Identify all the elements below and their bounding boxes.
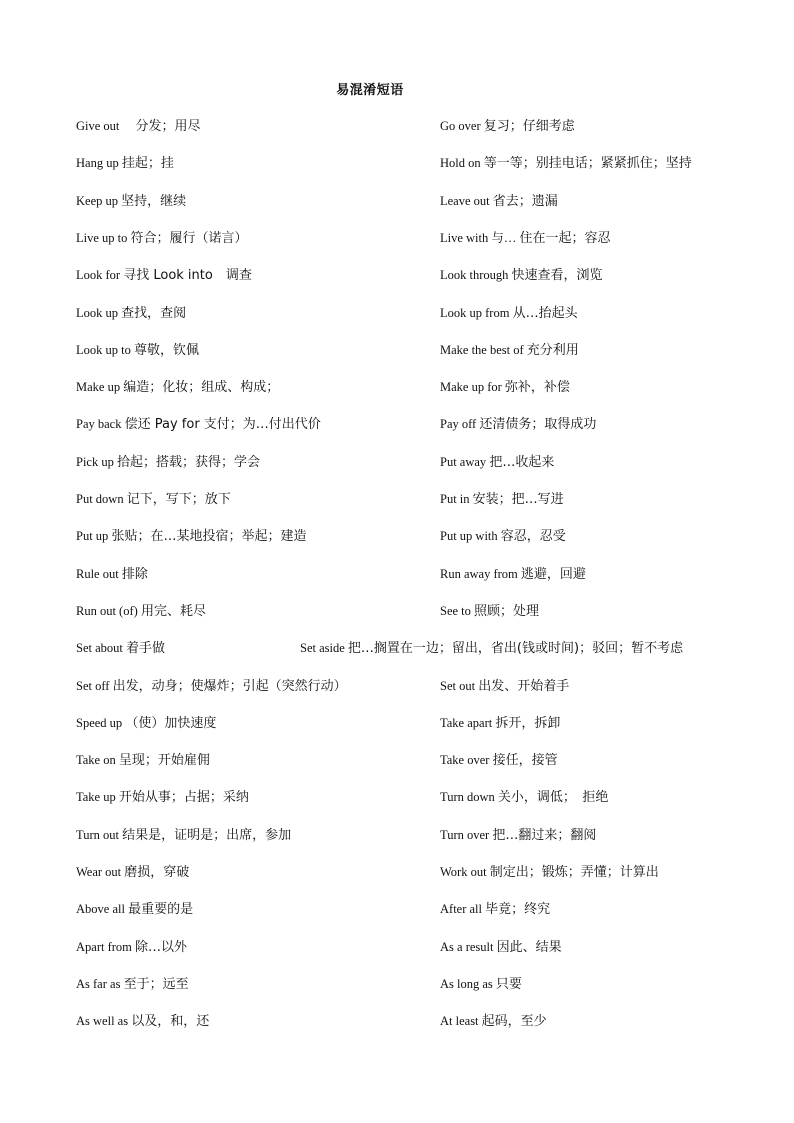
phrase-left [76, 937, 187, 958]
phrase-row [0, 899, 794, 919]
phrase-left [76, 452, 260, 473]
phrase-chinese: 记下，写下；放下 [126, 492, 231, 507]
phrase-english: Take apart [440, 715, 496, 730]
phrase-left [76, 116, 201, 137]
phrase-left [76, 414, 321, 435]
phrase-left [76, 1011, 209, 1032]
phrase-english: Live up to [76, 230, 131, 245]
phrase-english: Keep up [76, 193, 122, 208]
phrase-right [440, 303, 578, 324]
phrase-right [440, 377, 570, 398]
phrase-right [440, 787, 608, 808]
phrase-left [76, 564, 148, 585]
phrase-english: Take on [76, 753, 119, 768]
phrase-row [0, 265, 794, 285]
phrase-row [0, 676, 794, 696]
phrase-chinese: 除…以外 [135, 939, 188, 955]
phrase-english: Pay off [440, 417, 480, 432]
phrase-chinese: 尊敬，钦佩 [133, 342, 199, 358]
phrase-english: Put in [440, 492, 473, 506]
phrase-right [440, 228, 611, 249]
phrase-english: Give out [76, 119, 123, 133]
phrase-english: As a result [440, 939, 497, 954]
phrase-chinese: 以及，和，还 [131, 1014, 210, 1030]
phrase-row [0, 414, 794, 434]
phrase-chinese: 把…收起来 [489, 454, 555, 470]
phrase-english: After all [440, 902, 486, 917]
phrase-row [0, 340, 794, 360]
phrase-english: Put away [440, 454, 490, 469]
phrase-right [440, 116, 575, 137]
phrase-row [0, 377, 794, 397]
phrase-chinese: 着手做 [126, 641, 166, 657]
phrase-english: Pick up [76, 454, 117, 469]
phrase-english: As long as [440, 976, 496, 991]
phrase-left [76, 526, 306, 547]
phrase-right [440, 713, 560, 734]
phrase-chinese: 至于；远至 [123, 976, 189, 992]
phrase-english: Set about [76, 641, 126, 656]
phrase-left [76, 377, 279, 398]
phrase-chinese: 安装；把…写进 [472, 492, 564, 507]
phrase-chinese: 从…抬起头 [512, 305, 578, 321]
phrase-english: Put up with [440, 529, 501, 544]
phrase-english: Run out (of) [76, 603, 141, 618]
phrase-english: Make up [76, 380, 124, 395]
page-title: 易混淆短语 [336, 83, 404, 98]
phrase-left [76, 974, 189, 995]
phrase-left [76, 191, 186, 212]
phrase-right [440, 601, 539, 622]
phrase-english: Put up [76, 529, 112, 544]
phrase-chinese: 拆开，拆卸 [495, 715, 561, 731]
phrase-english: Work out [440, 865, 490, 879]
phrase-chinese: 符合；履行（诺言） [130, 230, 248, 246]
phrase-left [76, 899, 193, 920]
phrase-chinese: 因此、结果 [496, 939, 562, 955]
phrase-row [0, 564, 794, 584]
phrase-chinese: 张贴；在…某地投宿；举起；建造 [111, 529, 307, 545]
phrase-row [0, 1011, 794, 1031]
phrase-right [440, 526, 566, 547]
phrase-chinese: 起码，至少 [481, 1014, 547, 1030]
phrase-english: Rule out [76, 566, 122, 581]
phrase-row [0, 228, 794, 248]
phrase-english: Speed up [76, 715, 126, 730]
phrase-chinese: 出发，动身；使爆炸；引起（突然行动） [112, 678, 347, 694]
phrase-left [76, 787, 249, 808]
phrase-chinese: 磨损，穿破 [124, 865, 190, 880]
phrase-chinese: （使）加快速度 [125, 715, 217, 731]
phrase-english: Take up [76, 790, 119, 805]
phrase-chinese: 开始从事；占据；采纳 [118, 790, 249, 806]
phrase-english: Look for [76, 268, 124, 283]
phrase-right [440, 452, 554, 473]
phrase-row [0, 153, 794, 173]
phrase-chinese: 接任，接管 [492, 753, 558, 769]
phrase-english: Pay back [76, 417, 125, 432]
phrase-chinese: 挂起；挂 [121, 156, 174, 172]
phrase-chinese: 偿还 Pay for 支付；为…付出代价 [124, 417, 321, 433]
phrase-right [440, 564, 586, 585]
phrase-left [76, 340, 199, 361]
phrase-right [440, 414, 596, 435]
phrase-english: Look up to [76, 342, 134, 357]
phrase-row [0, 191, 794, 211]
phrase-left [76, 228, 248, 249]
phrase-english: Look up [76, 305, 122, 320]
phrase-chinese: 省去；遗漏 [492, 193, 558, 209]
phrase-row [0, 526, 794, 546]
phrase-english: Look through [440, 268, 512, 283]
phrase-row [0, 601, 794, 621]
phrase-right [440, 340, 579, 361]
phrase-chinese: 只要 [495, 976, 522, 992]
phrase-english: Set out [440, 678, 479, 693]
phrase-chinese: 拾起；搭载；获得；学会 [116, 454, 260, 470]
phrase-chinese: 用完、耗尽 [140, 603, 206, 619]
phrase-left [76, 601, 206, 622]
phrase-row [0, 750, 794, 770]
phrase-chinese: 制定出；锻炼；弄懂；计算出 [489, 865, 659, 880]
phrase-english: Run away from [440, 566, 521, 581]
phrase-left [76, 713, 216, 734]
phrase-chinese: 最重要的是 [128, 902, 194, 918]
phrase-right [440, 1011, 547, 1032]
phrase-english: Live with 与… [440, 230, 520, 245]
phrase-chinese: 坚持，继续 [121, 193, 187, 209]
phrase-right [440, 937, 562, 958]
phrase-row [0, 787, 794, 807]
phrase-row [0, 452, 794, 472]
phrase-chinese: 复习；仔细考虑 [483, 119, 575, 134]
phrase-chinese: 等一等；别挂电话；紧紧抓住；坚持 [483, 156, 692, 172]
phrase-row [0, 825, 794, 845]
phrase-english: Turn over [440, 827, 493, 842]
phrase-right [440, 265, 603, 286]
phrase-left [76, 638, 165, 659]
phrase-right [440, 153, 692, 174]
phrase-row [0, 862, 794, 882]
phrase-english: Go over [440, 119, 484, 133]
phrase-right [440, 750, 558, 771]
phrase-left [76, 489, 231, 510]
phrase-english: Set aside [300, 641, 348, 656]
phrase-english: Take over [440, 753, 493, 768]
phrase-left [76, 750, 210, 771]
phrase-chinese: 把…翻过来；翻阅 [492, 827, 597, 843]
phrase-english: Put down [76, 492, 127, 506]
phrase-chinese: 呈现；开始雇佣 [118, 753, 210, 769]
phrase-right [440, 899, 550, 920]
phrase-chinese: 快速查看，浏览 [511, 268, 603, 284]
phrase-left [76, 303, 186, 324]
phrase-right [440, 825, 596, 846]
phrase-chinese: 寻找 Look into 调查 [123, 268, 252, 284]
phrase-left [76, 862, 189, 883]
phrase-left [76, 825, 291, 846]
phrase-chinese: 排除 [121, 566, 148, 582]
phrase-english: Above all [76, 902, 129, 917]
phrase-english: Hang up [76, 156, 122, 171]
phrase-chinese: 结果是，证明是；出席，参加 [122, 827, 292, 843]
phrase-chinese: 容忍，忍受 [500, 529, 566, 545]
phrase-chinese: 充分利用 [526, 342, 579, 358]
phrase-english: Apart from [76, 939, 136, 954]
phrase-chinese: 弥补，补偿 [504, 380, 570, 396]
phrase-left [76, 676, 347, 697]
phrase-chinese: 毕竟；终究 [485, 902, 551, 918]
phrase-english: Leave out [440, 193, 493, 208]
phrase-right [440, 489, 564, 510]
phrase-chinese: 分发；用尽 [122, 119, 201, 134]
phrase-chinese: 查找，查阅 [121, 305, 187, 321]
phrase-row [0, 937, 794, 957]
phrase-left [76, 153, 174, 174]
phrase-chinese: 编造；化妆；组成、构成； [123, 380, 280, 396]
phrase-row [0, 303, 794, 323]
phrase-row [0, 713, 794, 733]
phrase-row [0, 489, 794, 509]
phrase-right [440, 676, 569, 697]
phrase-english: Look up from [440, 305, 513, 320]
phrase-chinese: 逃避，回避 [520, 566, 586, 582]
phrase-english: Turn down [440, 790, 498, 805]
phrase-english: Turn out [76, 827, 123, 842]
phrase-right [440, 862, 659, 883]
phrase-chinese: 把…搁置在一边；留出，省出(钱或时间)；驳回；暂不考虑 [347, 641, 684, 657]
phrase-row [0, 974, 794, 994]
phrase-english: At least [440, 1014, 482, 1029]
phrase-right [440, 974, 522, 995]
phrase-english: Set off [76, 678, 113, 693]
phrase-english: As well as [76, 1014, 132, 1029]
phrase-right [300, 638, 683, 659]
phrase-right [440, 191, 558, 212]
phrase-english: Hold on [440, 156, 484, 171]
phrase-row [0, 116, 794, 136]
phrase-english: Make the best of [440, 342, 527, 357]
phrase-chinese: 照顾；处理 [474, 603, 540, 619]
phrase-left [76, 265, 252, 286]
phrase-chinese: 住在一起；容忍 [519, 230, 611, 246]
phrase-english: Wear out [76, 865, 125, 879]
phrase-row [0, 638, 794, 658]
phrase-english: See to [440, 603, 475, 618]
phrase-chinese: 关小，调低； 拒绝 [497, 790, 609, 806]
phrase-english: As far as [76, 976, 124, 991]
phrase-english: Make up for [440, 380, 505, 395]
phrase-chinese: 出发、开始着手 [478, 678, 570, 694]
phrase-chinese: 还清债务；取得成功 [479, 417, 597, 433]
